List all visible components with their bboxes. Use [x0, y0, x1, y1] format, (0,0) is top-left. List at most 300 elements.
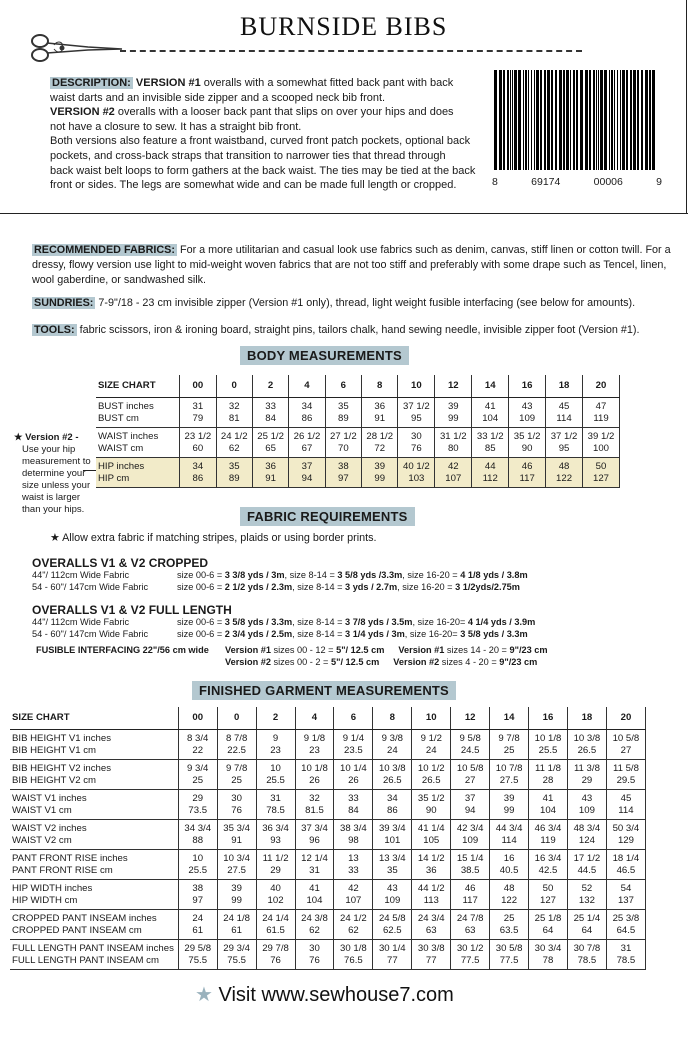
table-cell: 8 7/8 — [217, 730, 256, 746]
requirement-line: 54 - 60"/ 147cm Wide Fabric size 00-6 = 2 1/2 yds / 2.3m, size 8-14 = 3 yds / 2.7m, size 16-20 = 3 1/2yds/2.75m — [32, 581, 520, 592]
table-cell: 46 — [451, 880, 490, 896]
table-cell: 38 — [325, 458, 361, 474]
table-cell: 26.5 — [412, 775, 451, 790]
table-cell: 35 3/4 — [217, 820, 256, 836]
table-cell: 13 3/4 — [373, 850, 412, 866]
table-cell: 96 — [295, 835, 334, 850]
row-label: HIP inches — [96, 458, 180, 474]
row-label: WAIST V1 inches — [10, 790, 178, 806]
table-cell: 8 3/4 — [178, 730, 217, 746]
tools-paragraph — [32, 323, 672, 338]
table-row — [10, 820, 646, 836]
table-cell: 29 — [567, 775, 606, 790]
table-cell: 80 — [435, 443, 472, 458]
table-cell: 22.5 — [217, 745, 256, 760]
description-line: not have a closure to sew. It has a straight bib front. — [50, 120, 302, 133]
table-cell: 10 — [256, 760, 295, 776]
dashed-divider — [120, 50, 582, 52]
table-cell: 17 1/2 — [567, 850, 606, 866]
table-cell: 103 — [398, 473, 435, 488]
size-header-cell: 16 — [509, 375, 546, 398]
table-cell: 132 — [567, 895, 606, 910]
fabric-requirements-heading: FABRIC REQUIREMENTS — [240, 507, 415, 526]
table-cell: 27.5 — [490, 775, 529, 790]
barcode-bar — [617, 70, 618, 170]
size-header-cell: 10 — [398, 375, 435, 398]
table-cell: 40 — [256, 880, 295, 896]
table-cell: 112 — [472, 473, 509, 488]
table-cell: 48 3/4 — [567, 820, 606, 836]
yardage-value: 3 1/2yds/2.75m — [455, 581, 520, 592]
barcode-bar — [645, 70, 648, 170]
table-cell: 129 — [606, 835, 645, 850]
table-cell: 38.5 — [451, 865, 490, 880]
table-cell: 73.5 — [178, 805, 217, 820]
table-row — [10, 865, 646, 880]
table-cell: 37 — [289, 458, 325, 474]
table-cell: 39 3/4 — [373, 820, 412, 836]
requirement-line: 44"/ 112cm Wide Fabric size 00-6 = 3 5/8 yds / 3.3m, size 8-14 = 3 7/8 yds / 3.5m, size 16-20= 4 1/4 yds / 3.9m — [32, 617, 536, 627]
interfacing-value: 9"/23 cm — [509, 645, 548, 655]
table-cell: 24 3/4 — [412, 910, 451, 926]
table-cell: 25 — [217, 775, 256, 790]
star-icon: ★ — [50, 532, 63, 544]
barcode-bar — [499, 70, 502, 170]
description-line: Both versions also feature a front waistband, curved front patch pockets, optional back — [50, 135, 471, 148]
table-cell: 63 — [451, 925, 490, 940]
row-label: BUST cm — [96, 413, 180, 428]
barcode-bar — [528, 70, 529, 170]
interfacing-value: 5"/ 12.5 cm — [336, 645, 385, 655]
table-cell: 30 1/4 — [373, 940, 412, 956]
table-cell: 78 — [529, 955, 568, 970]
table-cell: 81 — [216, 413, 252, 428]
table-cell: 119 — [583, 413, 620, 428]
table-cell: 31 — [180, 398, 216, 414]
description-line: DESCRIPTION: VERSION #1 overalls with a somewhat fitted back pant with back — [52, 77, 454, 89]
table-cell: 75.5 — [178, 955, 217, 970]
table-cell: 41 — [295, 880, 334, 896]
description-line: VERSION #2 overalls with a looser back pant that slips on over your hips and does — [50, 106, 454, 119]
size-header-cell: 8 — [373, 707, 412, 730]
table-cell: 27 — [451, 775, 490, 790]
table-cell: 28 1/2 — [362, 428, 398, 444]
row-label: FULL LENGTH PANT INSEAM inches — [10, 940, 178, 956]
version-label: Version #2 — [393, 656, 440, 667]
sundries-text: 7-9"/18 - 23 cm invisible zipper (Version #1 only), thread, light weight fusible interfacing (see below for amounts). — [95, 297, 636, 309]
tools-text: fabric scissors, iron & ironing board, straight pins, tailors chalk, hand sewing needle, invisible zipper foot (Version #1). — [76, 324, 640, 336]
table-cell: 52 — [567, 880, 606, 896]
table-cell: 25 3/8 — [606, 910, 645, 926]
table-cell: 124 — [567, 835, 606, 850]
barcode-bar — [570, 70, 571, 170]
table-cell: 42 — [435, 458, 472, 474]
table-row — [10, 775, 646, 790]
size-header-cell: 14 — [472, 375, 509, 398]
table-cell: 9 1/8 — [295, 730, 334, 746]
table-row — [96, 443, 620, 458]
table-cell: 45 — [606, 790, 645, 806]
barcode-bar — [534, 70, 535, 170]
table-cell: 100 — [583, 443, 620, 458]
table-cell: 10 1/4 — [334, 760, 373, 776]
table-row — [10, 790, 646, 806]
table-cell: 35 — [216, 458, 252, 474]
table-cell: 62 — [216, 443, 252, 458]
table-cell: 117 — [509, 473, 546, 488]
table-cell: 122 — [546, 473, 583, 488]
row-label: WAIST V1 cm — [10, 805, 178, 820]
table-row — [10, 730, 646, 746]
table-row — [96, 473, 620, 488]
table-cell: 76 — [398, 443, 435, 458]
table-cell: 81.5 — [295, 805, 334, 820]
size-header-cell: 4 — [295, 707, 334, 730]
table-cell: 29 7/8 — [256, 940, 295, 956]
size-header-cell: 00 — [178, 707, 217, 730]
row-label: BIB HEIGHT V1 inches — [10, 730, 178, 746]
barcode-bar — [609, 70, 610, 170]
table-cell: 41 1/4 — [412, 820, 451, 836]
fabrics-label: RECOMMENDED FABRICS: — [34, 244, 175, 256]
table-row — [10, 850, 646, 866]
table-cell: 24 1/4 — [256, 910, 295, 926]
table-cell: 78.5 — [567, 955, 606, 970]
row-label: PANT FRONT RISE cm — [10, 865, 178, 880]
table-cell: 95 — [546, 443, 583, 458]
table-cell: 78.5 — [606, 955, 645, 970]
size-header-cell: 6 — [334, 707, 373, 730]
table-cell: 93 — [256, 835, 295, 850]
row-label: BUST inches — [96, 398, 180, 414]
table-cell: 94 — [289, 473, 325, 488]
table-cell: 43 — [509, 398, 546, 414]
table-cell: 25.5 — [529, 745, 568, 760]
table-header-row — [96, 375, 620, 398]
table-cell: 102 — [256, 895, 295, 910]
table-row — [10, 895, 646, 910]
visit-text[interactable]: Visit www.sewhouse7.com — [218, 984, 454, 1006]
table-cell: 24 3/8 — [295, 910, 334, 926]
table-cell: 63 — [412, 925, 451, 940]
table-cell: 42 3/4 — [451, 820, 490, 836]
table-cell: 64 — [567, 925, 606, 940]
table-cell: 89 — [216, 473, 252, 488]
size-header-cell: 2 — [252, 375, 288, 398]
table-cell: 104 — [472, 413, 509, 428]
table-cell: 76 — [295, 955, 334, 970]
version-label: Version #1 — [225, 645, 271, 655]
barcode-bar — [544, 70, 546, 170]
barcode-bar — [510, 70, 511, 170]
table-cell: 114 — [606, 805, 645, 820]
table-cell: 98 — [334, 835, 373, 850]
table-cell: 10 3/4 — [217, 850, 256, 866]
table-cell: 97 — [325, 473, 361, 488]
note-pointer — [83, 470, 96, 471]
interfacing-value: 5"/ 12.5 cm — [330, 656, 380, 667]
barcode-bar — [585, 70, 588, 170]
table-row — [96, 413, 620, 428]
table-cell: 84 — [252, 413, 288, 428]
tools-label: TOOLS: — [34, 324, 75, 336]
table-cell: 99 — [435, 413, 472, 428]
table-cell: 29 — [178, 790, 217, 806]
table-cell: 67 — [289, 443, 325, 458]
table-cell: 113 — [412, 895, 451, 910]
table-cell: 37 3/4 — [295, 820, 334, 836]
table-cell: 34 3/4 — [178, 820, 217, 836]
description-label: DESCRIPTION: — [52, 77, 131, 89]
table-cell: 29 3/4 — [217, 940, 256, 956]
full-length-requirements — [32, 617, 672, 640]
table-cell: 10 1/8 — [529, 730, 568, 746]
size-chart-label: SIZE CHART — [10, 707, 178, 730]
table-cell: 31 — [256, 790, 295, 806]
table-cell: 62 — [334, 925, 373, 940]
barcode-bar — [576, 70, 578, 170]
table-cell: 127 — [583, 473, 620, 488]
table-cell: 77 — [373, 955, 412, 970]
table-cell: 9 5/8 — [451, 730, 490, 746]
table-cell: 22 — [178, 745, 217, 760]
table-cell: 35 1/2 — [412, 790, 451, 806]
table-cell: 114 — [490, 835, 529, 850]
table-cell: 104 — [529, 805, 568, 820]
envelope-edge — [0, 213, 688, 214]
table-cell: 90 — [509, 443, 546, 458]
table-cell: 91 — [252, 473, 288, 488]
table-cell: 45 — [546, 398, 583, 414]
table-cell: 25 — [490, 745, 529, 760]
table-cell: 37 1/2 — [546, 428, 583, 444]
version-label: VERSION #2 — [50, 106, 115, 119]
yardage-value: 3 5/8 yds / 3.3m — [460, 628, 528, 639]
row-label: BIB HEIGHT V2 cm — [10, 775, 178, 790]
table-cell: 9 7/8 — [490, 730, 529, 746]
table-cell: 39 — [362, 458, 398, 474]
barcode-bar — [604, 70, 607, 170]
table-row — [10, 835, 646, 850]
table-cell: 30 7/8 — [567, 940, 606, 956]
fabric-width-label: 54 - 60"/ 147cm Wide Fabric — [32, 628, 149, 639]
table-cell: 43 — [373, 880, 412, 896]
visit-website[interactable] — [195, 982, 454, 1007]
barcode-bar — [547, 70, 550, 170]
table-cell: 10 5/8 — [606, 730, 645, 746]
table-cell: 61.5 — [256, 925, 295, 940]
table-cell: 76 — [217, 805, 256, 820]
barcode-bar — [630, 70, 632, 170]
note-text: Use your hip measurement to determine your size unless your waist is larger than your hips. — [22, 444, 91, 515]
table-cell: 33 — [334, 790, 373, 806]
table-cell: 122 — [490, 895, 529, 910]
table-cell: 70 — [325, 443, 361, 458]
barcode-digit: 8 — [492, 176, 498, 188]
finished-measurements-heading: FINISHED GARMENT MEASUREMENTS — [192, 681, 456, 700]
table-cell: 86 — [180, 473, 216, 488]
table-row — [10, 880, 646, 896]
table-cell: 40.5 — [490, 865, 529, 880]
size-header-cell: 18 — [546, 375, 583, 398]
table-cell: 35 — [325, 398, 361, 414]
barcode-bar — [494, 70, 497, 170]
table-cell: 9 7/8 — [217, 760, 256, 776]
table-cell: 39 — [435, 398, 472, 414]
table-cell: 37 — [451, 790, 490, 806]
table-cell: 79 — [180, 413, 216, 428]
table-cell: 36 — [412, 865, 451, 880]
table-cell: 25.5 — [256, 775, 295, 790]
table-cell: 94 — [451, 805, 490, 820]
table-cell: 16 — [490, 850, 529, 866]
table-row — [10, 910, 646, 926]
table-cell: 65 — [252, 443, 288, 458]
table-cell: 41 — [472, 398, 509, 414]
fusible-line: Version #1 sizes 00 - 12 = 5"/ 12.5 cm Version #1 sizes 14 - 20 = 9"/23 cm — [225, 645, 548, 655]
table-cell: 25 1/4 — [567, 910, 606, 926]
table-cell: 24 1/2 — [216, 428, 252, 444]
table-cell: 27 1/2 — [325, 428, 361, 444]
interfacing-value: 9"/23 cm — [499, 656, 538, 667]
table-cell: 86 — [373, 805, 412, 820]
size-header-cell: 0 — [217, 707, 256, 730]
table-cell: 44 1/2 — [412, 880, 451, 896]
yardage-value: 3 7/8 yds / 3.5m — [345, 617, 413, 627]
table-row — [96, 458, 620, 474]
star-icon: ★ — [195, 984, 219, 1006]
table-cell: 36 3/4 — [256, 820, 295, 836]
barcode-bar — [503, 70, 505, 170]
size-header-cell: 20 — [606, 707, 645, 730]
table-cell: 9 — [256, 730, 295, 746]
row-label: BIB HEIGHT V1 cm — [10, 745, 178, 760]
size-header-cell: 20 — [583, 375, 620, 398]
barcode-digit: 9 — [656, 176, 662, 188]
table-cell: 9 3/8 — [373, 730, 412, 746]
description-line: back waist belt loops to form gathers at the back waist. The ties may be tied at the back — [50, 164, 476, 177]
table-cell: 46 — [509, 458, 546, 474]
yardage-value: 3 3/8 yds / 3m — [224, 570, 285, 580]
table-cell: 26 — [295, 775, 334, 790]
size-header-cell: 10 — [412, 707, 451, 730]
table-cell: 30 — [217, 790, 256, 806]
table-cell: 9 1/4 — [334, 730, 373, 746]
barcode-bar — [600, 70, 603, 170]
table-cell: 61 — [178, 925, 217, 940]
table-cell: 89 — [325, 413, 361, 428]
table-cell: 30 3/4 — [529, 940, 568, 956]
table-cell: 44 — [472, 458, 509, 474]
table-cell: 28 — [529, 775, 568, 790]
table-row — [96, 398, 620, 414]
table-cell: 64 — [529, 925, 568, 940]
table-row — [10, 805, 646, 820]
row-label: HIP cm — [96, 473, 180, 488]
barcode-bar — [614, 70, 615, 170]
table-cell: 46.5 — [606, 865, 645, 880]
table-cell: 36 — [362, 398, 398, 414]
description-line: pockets, and cross-back straps that transition to narrower ties that thread through — [50, 149, 446, 162]
table-cell: 23 1/2 — [180, 428, 216, 444]
table-cell: 48 — [546, 458, 583, 474]
barcode-bar — [514, 70, 517, 170]
barcode-bar — [518, 70, 521, 170]
table-cell: 109 — [509, 413, 546, 428]
table-cell: 25 1/8 — [529, 910, 568, 926]
table-row — [10, 745, 646, 760]
barcode-bar — [523, 70, 524, 170]
table-cell: 26 1/2 — [289, 428, 325, 444]
barcode-bar — [540, 70, 542, 170]
table-cell: 105 — [412, 835, 451, 850]
table-cell: 41 — [529, 790, 568, 806]
table-cell: 39 — [217, 880, 256, 896]
table-cell: 10 3/8 — [567, 730, 606, 746]
table-cell: 34 — [180, 458, 216, 474]
table-cell: 64.5 — [606, 925, 645, 940]
yardage-value: 4 1/4 yds / 3.9m — [467, 617, 536, 627]
table-cell: 91 — [217, 835, 256, 850]
table-cell: 101 — [373, 835, 412, 850]
table-cell: 30 5/8 — [490, 940, 529, 956]
table-cell: 10 3/8 — [373, 760, 412, 776]
table-cell: 29.5 — [606, 775, 645, 790]
barcode-bar — [652, 70, 655, 170]
table-cell: 99 — [490, 805, 529, 820]
barcode-bar — [512, 70, 513, 170]
fusible-requirements — [225, 645, 665, 668]
sundries-label: SUNDRIES: — [34, 297, 94, 309]
table-cell: 24 1/2 — [334, 910, 373, 926]
table-cell: 90 — [412, 805, 451, 820]
table-cell: 43 — [567, 790, 606, 806]
table-cell: 62 — [295, 925, 334, 940]
size-header-cell: 18 — [567, 707, 606, 730]
size-header-cell: 2 — [256, 707, 295, 730]
fabrics-paragraph — [32, 243, 672, 287]
table-row — [10, 760, 646, 776]
table-cell: 99 — [217, 895, 256, 910]
barcode-bar — [649, 70, 651, 170]
table-cell: 78.5 — [256, 805, 295, 820]
table-cell: 10 1/8 — [295, 760, 334, 776]
table-cell: 62.5 — [373, 925, 412, 940]
fusible-line: Version #2 sizes 00 - 2 = 5"/ 12.5 cm Version #2 sizes 4 - 20 = 9"/23 cm — [225, 656, 538, 667]
fabrics-text: For a more utilitarian and casual look use fabrics such as denim, canvas, stiff linen or cotton twill. For a dressy, flowy version use light to mid-weight woven fabrics that are not too stiff and preferably with some drape such as Tencel, linen, wool gaberdine, or sandwashed silk. — [32, 244, 671, 286]
table-cell: 10 — [178, 850, 217, 866]
size-header-cell: 12 — [451, 707, 490, 730]
table-cell: 95 — [398, 413, 435, 428]
yardage-value: 3 yds / 2.7m — [345, 581, 398, 592]
table-cell: 50 — [583, 458, 620, 474]
table-cell: 25 — [490, 910, 529, 926]
table-cell: 32 — [216, 398, 252, 414]
barcode-bar — [551, 70, 553, 170]
yardage-value: 2 3/4 yds / 2.5m — [224, 628, 293, 639]
table-cell: 31 1/2 — [435, 428, 472, 444]
size-header-cell: 12 — [435, 375, 472, 398]
table-cell: 36 — [252, 458, 288, 474]
table-cell: 11 3/8 — [567, 760, 606, 776]
table-cell: 15 1/4 — [451, 850, 490, 866]
row-label: CROPPED PANT INSEAM cm — [10, 925, 178, 940]
barcode-bar — [641, 70, 643, 170]
table-cell: 30 — [295, 940, 334, 956]
size-header-cell: 4 — [289, 375, 325, 398]
fusible-label: FUSIBLE INTERFACING 22"/56 cm wide — [36, 645, 209, 655]
table-cell: 76 — [256, 955, 295, 970]
